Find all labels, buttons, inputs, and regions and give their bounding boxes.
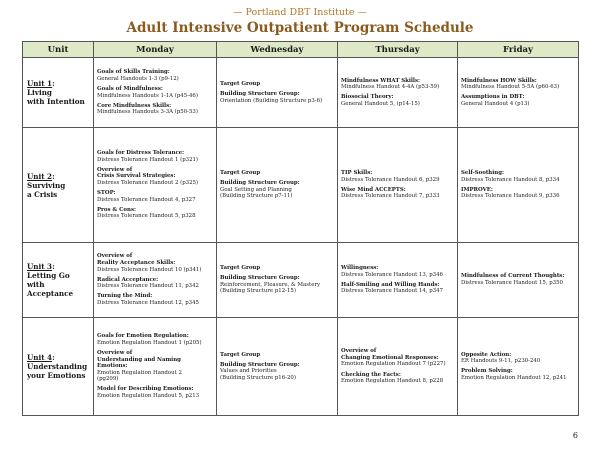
page-number: 6	[572, 431, 578, 440]
column-header-thursday: Thursday	[338, 42, 458, 58]
session-title: Wise Mind ACCEPTS:	[341, 186, 406, 193]
monday-cell	[94, 243, 217, 318]
session-handout: Distress Tolerance Handout 7, p333	[341, 193, 440, 200]
session-handout: Goal Setting and Planning (Building Structure p7-11)	[220, 186, 293, 200]
session-entry	[97, 207, 213, 220]
session-entry	[220, 265, 334, 272]
session-title: STOP:	[97, 190, 116, 197]
session-title: Overview of Crisis Survival Strategies:	[97, 166, 176, 180]
session-entry	[341, 265, 454, 278]
session-title: Core Mindfulness Skills:	[97, 102, 172, 109]
session-entry	[97, 69, 213, 82]
session-entry	[461, 273, 575, 286]
session-entry	[220, 275, 334, 295]
session-entry	[97, 253, 213, 273]
header-row	[23, 42, 579, 58]
session-entry	[97, 86, 213, 99]
wednesday-cell	[217, 318, 338, 416]
session-handout: Distress Tolerance Handout 9, p336	[461, 193, 560, 200]
session-handout: Mindfulness Handout 4-4A (p53-59)	[341, 84, 440, 91]
unit-cell	[23, 243, 94, 318]
session-entry	[341, 282, 454, 295]
session-entry	[341, 170, 454, 183]
session-handout: Values and Priorities (Building Structure p16-20)	[220, 368, 296, 381]
session-entry	[341, 187, 454, 200]
session-entry	[461, 78, 575, 91]
unit-cell	[23, 318, 94, 416]
session-title: Target Group	[220, 80, 261, 87]
session-handout: Distress Tolerance Handout 6, p329	[341, 176, 440, 183]
friday-cell	[458, 318, 579, 416]
session-handout: Distress Tolerance Handout 10 (p341)	[97, 266, 202, 273]
session-title: Problem Solving:	[461, 368, 513, 375]
session-handout: Emotion Regulation Handout 8, p228	[341, 378, 444, 385]
wednesday-cell	[217, 243, 338, 318]
session-title: Overview of Understanding and Naming Emotions:	[97, 350, 181, 370]
session-entry	[220, 170, 334, 177]
unit-cell	[23, 128, 94, 243]
session-title: Overview of Reality Acceptance Skills:	[97, 253, 176, 267]
session-handout: Distress Tolerance Handout 12, p345	[97, 299, 199, 306]
column-header-monday: Monday	[94, 42, 217, 58]
unit-subtitle: Living with Intention	[27, 88, 85, 106]
session-entry	[461, 94, 575, 107]
session-title: Goals for Emotion Regulation:	[97, 333, 189, 340]
session-handout: Distress Tolerance Handout 1 (p321)	[97, 156, 199, 163]
session-entry	[97, 333, 213, 346]
session-entry	[461, 352, 575, 365]
session-entry	[97, 277, 213, 290]
unit-subtitle: Understanding your Emotions	[27, 362, 88, 380]
session-title: Turning the Mind:	[97, 293, 153, 300]
session-handout: ER Handouts 9-11, p230-240	[461, 358, 541, 365]
unit-colon: :	[52, 262, 55, 271]
session-handout: Mindfulness Handout 5-5A (p60-63)	[461, 84, 560, 91]
unit-colon: :	[52, 171, 55, 181]
session-title: Building Structure Group:	[220, 361, 300, 368]
session-handout: Emotion Regulation Handout 5, p213	[97, 393, 200, 400]
session-entry	[97, 167, 213, 187]
column-header-wednesday: Wednesday	[217, 42, 338, 58]
thursday-cell	[338, 128, 458, 243]
wednesday-cell	[217, 58, 338, 128]
table-row	[23, 128, 579, 243]
wednesday-cell	[217, 128, 338, 243]
session-entry	[461, 187, 575, 200]
session-entry	[341, 78, 454, 91]
monday-cell	[94, 58, 217, 128]
session-entry	[220, 180, 334, 200]
thursday-cell	[338, 58, 458, 128]
table-row	[23, 318, 579, 416]
session-handout: Distress Tolerance Handout 5, p328	[97, 213, 196, 220]
monday-cell	[94, 318, 217, 416]
session-title: Overview of Changing Emotional Responses:	[341, 348, 439, 361]
session-title: Opposite Action:	[461, 351, 512, 358]
column-header-unit: Unit	[23, 42, 94, 58]
session-entry	[461, 368, 575, 381]
column-header-friday: Friday	[458, 42, 579, 58]
session-handout: Mindfulness Handouts 1-1A (p45-46)	[97, 92, 198, 99]
session-entry	[341, 94, 454, 107]
session-title: Mindfulness of Current Thoughts:	[461, 273, 565, 280]
schedule-table	[22, 41, 579, 416]
session-handout: Emotion Regulation Handout 1 (p205)	[97, 339, 202, 346]
session-title: Building Structure Group:	[220, 275, 300, 282]
friday-cell	[458, 58, 579, 128]
session-title: Assumptions in DBT:	[461, 94, 525, 101]
session-title: Target Group	[220, 265, 261, 272]
session-handout: Distress Tolerance Handout 14, p347	[341, 288, 443, 295]
friday-cell	[458, 243, 579, 318]
session-title: Target Group	[220, 351, 261, 358]
table-row	[23, 243, 579, 318]
unit-subtitle: Letting Go with Acceptance	[27, 271, 74, 298]
session-title: Goals for Distress Tolerance:	[97, 150, 185, 157]
session-title: Goals of Mindfulness:	[97, 85, 163, 92]
session-title: Half-Smiling and Willing Hands:	[341, 281, 440, 288]
session-entry	[97, 150, 213, 163]
schedule-body	[23, 58, 579, 416]
unit-colon: :	[52, 79, 55, 88]
session-title: Mindfulness HOW Skills:	[461, 77, 537, 84]
unit-name: Unit 4	[27, 353, 53, 362]
session-handout: Distress Tolerance Handout 8, p334	[461, 176, 560, 183]
friday-cell	[458, 128, 579, 243]
session-handout: Distress Tolerance Handout 2 (p325)	[97, 179, 199, 186]
session-title: TIP Skills:	[341, 170, 373, 177]
session-entry	[97, 386, 213, 399]
session-title: Pros & Cons:	[97, 206, 136, 213]
session-title: Building Structure Group:	[220, 90, 300, 97]
document-header	[20, 7, 580, 41]
unit-name: Unit 3	[27, 262, 53, 271]
unit-cell	[23, 58, 94, 128]
session-title: Mindfulness WHAT Skills:	[341, 77, 421, 84]
session-handout: Distress Tolerance Handout 13, p346	[341, 271, 443, 278]
session-handout: Orientation (Building Structure p3-6)	[220, 97, 323, 104]
unit-colon: :	[52, 353, 55, 362]
session-handout: Mindfulness Handouts 3-3A (p50-53)	[97, 109, 198, 116]
session-entry	[97, 190, 213, 203]
session-entry	[220, 81, 334, 88]
session-entry	[97, 350, 213, 383]
session-handout: Distress Tolerance Handout 4, p327	[97, 196, 196, 203]
session-entry	[220, 91, 334, 104]
thursday-cell	[338, 318, 458, 416]
session-handout: Emotion Regulation Handout 12, p241	[461, 374, 567, 381]
session-handout: General Handout 4 (p13)	[461, 100, 530, 107]
session-entry	[220, 362, 334, 382]
document-title: Adult Intensive Outpatient Program Schedule	[126, 20, 474, 36]
session-handout: Emotion Regulation Handout 2 (pg209)	[97, 369, 182, 383]
session-handout: Emotion Regulation Handout 7 (p227)	[341, 361, 446, 368]
monday-cell	[94, 128, 217, 243]
session-entry	[220, 352, 334, 359]
unit-subtitle: Surviving a Crisis	[27, 180, 66, 199]
session-handout: Distress Tolerance Handout 15, p350	[461, 280, 563, 286]
table-row	[23, 58, 579, 128]
session-entry	[341, 372, 454, 385]
unit-name: Unit 1	[27, 79, 53, 88]
session-handout: General Handout 5, (p14-15)	[341, 100, 420, 107]
session-handout: Distress Tolerance Handout 11, p342	[97, 283, 199, 290]
session-entry	[341, 348, 454, 368]
session-title: Target Group	[220, 170, 261, 177]
session-handout: Reinforcement, Pleasure, & Mastery (Building Structure p12-15)	[220, 281, 321, 295]
session-title: Radical Acceptance:	[97, 276, 159, 283]
session-entry	[97, 103, 213, 116]
session-title: Building Structure Group:	[220, 180, 300, 187]
session-title: Goals of Skills Training:	[97, 69, 170, 76]
session-title: IMPROVE:	[461, 186, 493, 193]
session-title: Willingness:	[341, 265, 379, 272]
session-title: Self-Soothing:	[461, 170, 504, 177]
session-title: Model for Describing Emotions:	[97, 386, 194, 393]
session-entry	[97, 293, 213, 306]
thursday-cell	[338, 243, 458, 318]
session-title: Biosocial Theory:	[341, 94, 394, 101]
session-handout: General Handouts 1-3 (p9-12)	[97, 75, 179, 82]
unit-name: Unit 2	[27, 171, 53, 181]
session-entry	[461, 170, 575, 183]
organization-name: — Portland DBT Institute —	[233, 7, 367, 18]
session-title: Checking the Facts:	[341, 371, 401, 378]
